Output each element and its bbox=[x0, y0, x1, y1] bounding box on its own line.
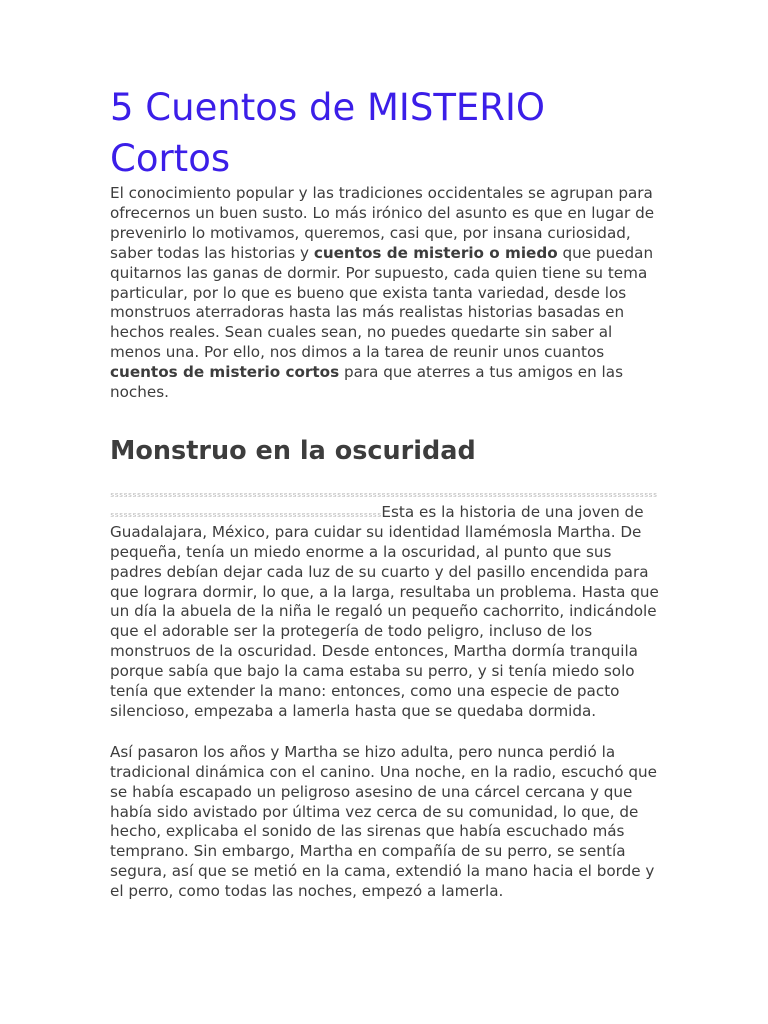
story-block bbox=[110, 483, 660, 902]
intro-text-3: para que aterres a tus amigos en las noches. bbox=[110, 363, 623, 402]
story-paragraph-2: Así pasaron los años y Martha se hizo adulta, pero nunca perdió la tradicional dinámica con el canino. Una noche, en la radio, escuchó que se había escapado un peligroso asesino de una cárcel cercana y que había sido avistado por última vez cerca de su comunidad, lo que, de hecho, explicaba el sonido de las sirenas que había escuchado más temprano. Sin embargo, Martha en compañía de su perro, se sentía segura, así que se metió en la cama, extendió la mano hacia el borde y el perro, como todas las noches, empezó a lamerla. bbox=[110, 742, 658, 901]
story-paragraph-1-text: Esta es la historia de una joven de Guadalajara, México, para cuidar su identidad llamémosla Martha. De pequeña, tenía un miedo enorme a la oscuridad, al punto que sus padres debían dejar cada luz de su cuarto y del pasillo encendida para que lograra dormir, lo que, a la larga, resultaba un problema. Hasta que un día la abuela de la niña le regaló un pequeño cachorrito, indicándole que el adorable ser la protegería de todo peligro, incluso de los monstruos de la oscuridad. Desde entonces, Martha dormía tranquila porque sabía que bajo la cama estaba su perro, y si tenía miedo solo tenía que extender la mano: entonces, como una especie de pacto silencioso, empezaba a lamerla hasta que se quedaba dormida. bbox=[110, 502, 659, 720]
intro-bold-2: cuentos de misterio cortos bbox=[110, 363, 340, 382]
intro-text-1: El conocimiento popular y las tradiciones occidentales se agrupan para ofrecernos un buen susto. Lo más irónico del asunto es que en lugar de prevenirlo lo motivamos, queremos, casi que, por insana curiosidad, saber todas las historias y bbox=[110, 184, 655, 262]
document-page bbox=[110, 82, 660, 902]
filler-text: ssssssssssssssssssssssssssssssssssssssssssssssssssssssssssssssssssssssssssssssssssssssssssssssssssssssssssssssssssssssssssssssssssssssssssssssssssssssssssssssssssssssssssssssssssssssss bbox=[110, 489, 658, 519]
story-paragraph-1 bbox=[110, 483, 660, 722]
document-title: 5 Cuentos de MISTERIO Cortos bbox=[110, 86, 546, 180]
intro-bold-1: cuentos de misterio o miedo bbox=[313, 243, 558, 262]
section-heading: Monstruo en la oscuridad bbox=[110, 435, 476, 466]
intro-paragraph bbox=[110, 184, 660, 403]
intro-text-2: que puedan quitarnos las ganas de dormir. Por supuesto, cada quien tiene su tema particular, por lo que es bueno que exista tanta variedad, desde los monstruos aterradoras hasta las más realistas historias basadas en hechos reales. Sean cuales sean, no puedes quedarte sin saber al menos una. Por ello, nos dimos a la tarea de reunir unos cuantos bbox=[110, 243, 654, 362]
